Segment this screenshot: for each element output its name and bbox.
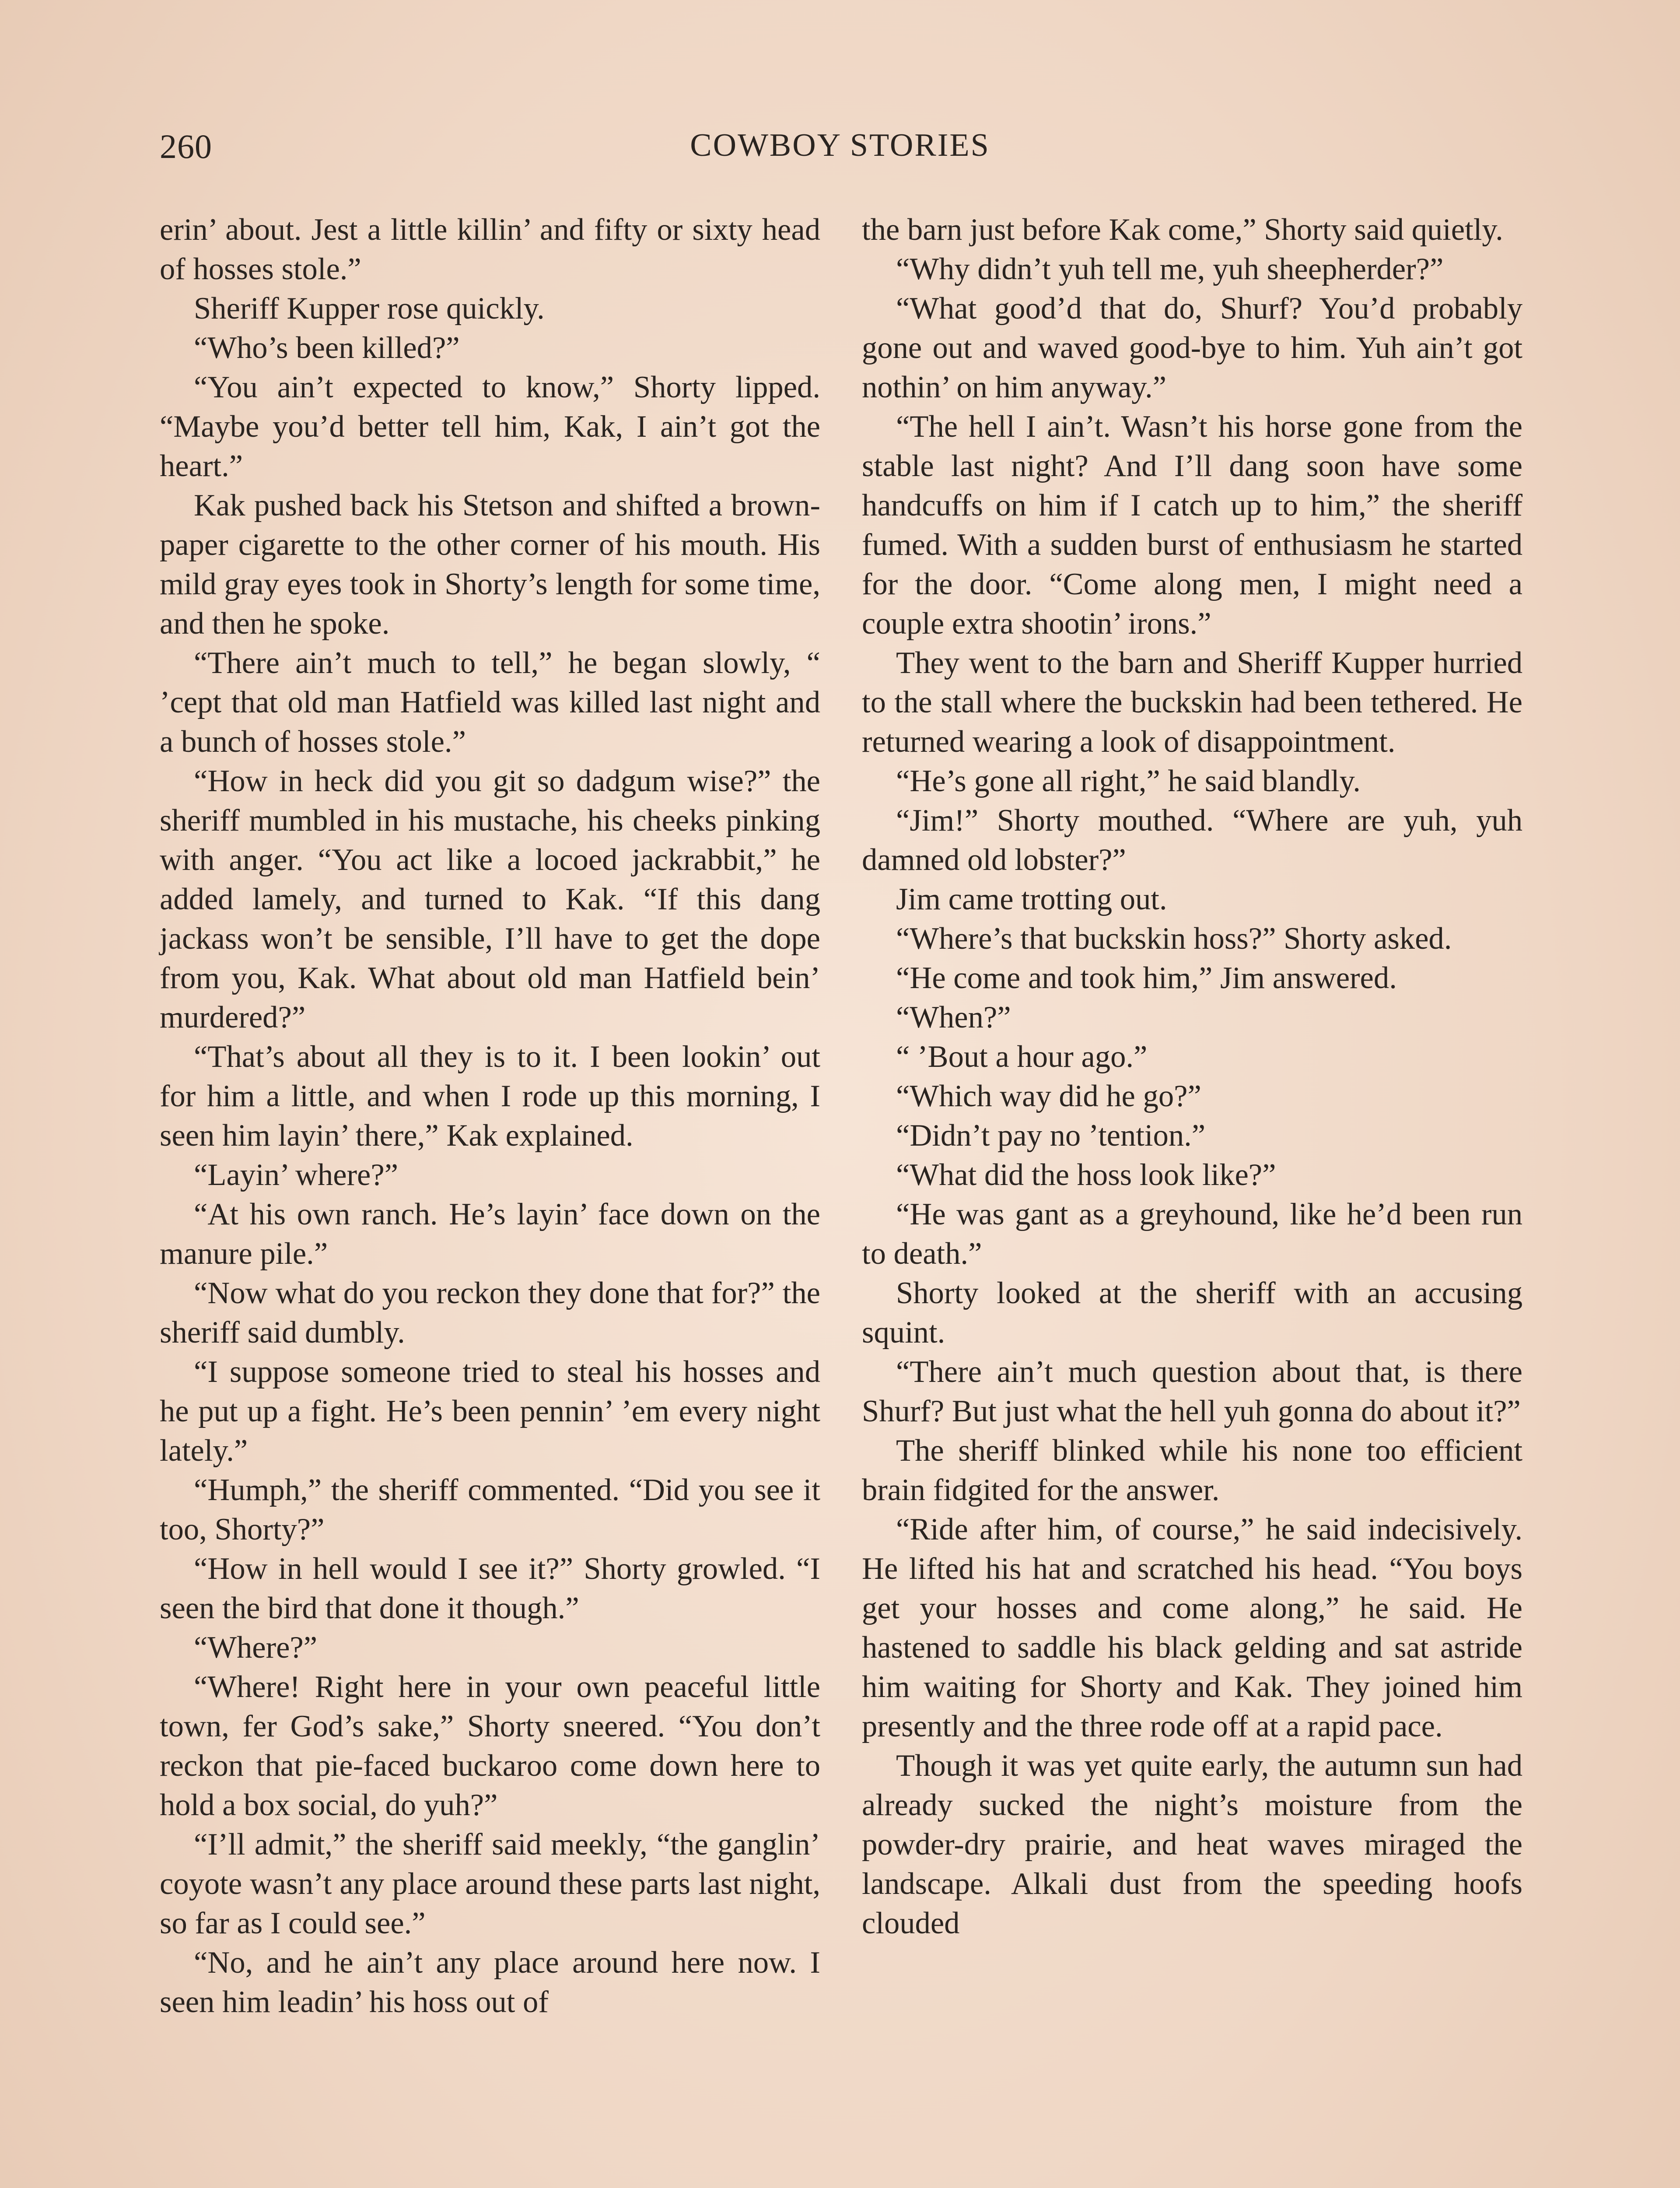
paragraph: “Layin’ where?” [194, 1158, 399, 1192]
paragraph: “The hell I ain’t. Wasn’t his horse gone from the stable last night? And I’ll dang soon have some handcuffs on him if I catch up to him,” the sheriff fumed. With a sudden burst of enthusiasm he started for the door. “Come along men, I might need a couple extra shootin’ irons.” [862, 410, 1522, 641]
paragraph: “Who’s been killed?” [194, 331, 460, 365]
paragraph: “How in hell would I see it?” Shorty growled. “I seen the bird that done it though.” [160, 1552, 820, 1625]
paragraph: “There ain’t much to tell,” he began slowly, “ ’cept that old man Hatfield was killed last night and a bunch of hosses stole.” [160, 646, 820, 759]
paragraph: “You ain’t expected to know,” Shorty lipped. “Maybe you’d better tell him, Kak, I ain’t got the heart.” [160, 370, 820, 483]
paragraph: erin’ about. Jest a little killin’ and fifty or sixty head of hosses stole.” [160, 213, 820, 286]
page-number: 260 [160, 127, 212, 165]
paragraph: “There ain’t much question about that, is there Shurf? But just what the hell yuh gonna do about it?” [862, 1355, 1522, 1428]
paragraph: “What good’d that do, Shurf? You’d probably gone out and waved good-bye to him. Yuh ain’t got nothin’ on him anyway.” [862, 291, 1522, 404]
running-head: COWBOY STORIES [690, 127, 990, 163]
paragraph: “Now what do you reckon they done that for?” the sheriff said dumbly. [160, 1276, 820, 1350]
paragraph: “I’ll admit,” the sheriff said meekly, “the ganglin’ coyote wasn’t any place around these parts last night, so far as I could see.” [160, 1827, 820, 1940]
page-header [0, 127, 1680, 175]
paragraph: Though it was yet quite early, the autumn sun had already sucked the night’s moisture from the powder-dry prairie, and heat waves miraged the landscape. Alkali dust from the speeding hoofs clouded [862, 1749, 1522, 1940]
paragraph: The sheriff blinked while his none too efficient brain fidgited for the answer. [862, 1434, 1522, 1507]
paragraph: “When?” [896, 1000, 1011, 1034]
paragraph: Jim came trotting out. [896, 882, 1167, 916]
paragraph: Kak pushed back his Stetson and shifted a brown-paper cigarette to the other corner of his mouth. His mild gray eyes took in Shorty’s length for some time, and then he spoke. [160, 488, 820, 641]
paragraph: “He was gant as a greyhound, like he’d been run to death.” [862, 1197, 1522, 1271]
paragraph: “No, and he ain’t any place around here now. I seen him leadin’ his hoss out of [160, 1946, 820, 2019]
paragraph: They went to the barn and Sheriff Kupper hurried to the stall where the buckskin had been tethered. He returned wearing a look of disappointment. [862, 646, 1522, 759]
paragraph: “He come and took him,” Jim answered. [896, 961, 1397, 995]
paragraph: the barn just before Kak come,” Shorty said quietly. [862, 213, 1503, 247]
paragraph: “That’s about all they is to it. I been lookin’ out for him a little, and when I rode up this morning, I seen him layin’ there,” Kak explained. [160, 1040, 820, 1153]
paragraph: “Jim!” Shorty mouthed. “Where are yuh, yuh damned old lobster?” [862, 803, 1522, 877]
paragraph: “At his own ranch. He’s layin’ face down on the manure pile.” [160, 1197, 820, 1271]
paragraph: “He’s gone all right,” he said blandly. [896, 764, 1361, 798]
paragraph: “What did the hoss look like?” [896, 1158, 1276, 1192]
paragraph: “Ride after him, of course,” he said indecisively. He lifted his hat and scratched his head. “You boys get your hosses and come along,” he said. He hastened to saddle his black gelding and sat astride him waiting for Shorty and Kak. They joined him presently and the three rode off at a rapid pace. [862, 1512, 1522, 1743]
paragraph: “How in heck did you git so dadgum wise?” the sheriff mumbled in his mustache, his cheeks pinking with anger. “You act like a locoed jackrabbit,” he added lamely, and turned to Kak. “If this dang jackass won’t be sensible, I’ll have to get the dope from you, Kak. What about old man Hatfield bein’ murdered?” [160, 764, 820, 1034]
paragraph: “ ’Bout a hour ago.” [896, 1040, 1148, 1074]
paragraph: “Where! Right here in your own peaceful little town, fer God’s sake,” Shorty sneered. “You don’t reckon that pie-faced buckaroo come down here to hold a box social, do yuh?” [160, 1670, 820, 1822]
text-column-right [862, 210, 1522, 1943]
paragraph: “I suppose someone tried to steal his hosses and he put up a fight. He’s been pennin’ ’em every night lately.” [160, 1355, 820, 1468]
text-column-left [160, 210, 820, 2022]
paragraph: Shorty looked at the sheriff with an accusing squint. [862, 1276, 1522, 1350]
paragraph: “Why didn’t yuh tell me, yuh sheepherder?” [896, 252, 1444, 286]
paragraph: “Didn’t pay no ’tention.” [896, 1119, 1206, 1153]
paragraph: “Humph,” the sheriff commented. “Did you see it too, Shorty?” [160, 1473, 820, 1546]
paragraph: Sheriff Kupper rose quickly. [194, 291, 545, 326]
paragraph: “Which way did he go?” [896, 1079, 1201, 1113]
paragraph: “Where’s that buckskin hoss?” Shorty asked. [896, 922, 1452, 956]
paragraph: “Where?” [194, 1630, 318, 1665]
